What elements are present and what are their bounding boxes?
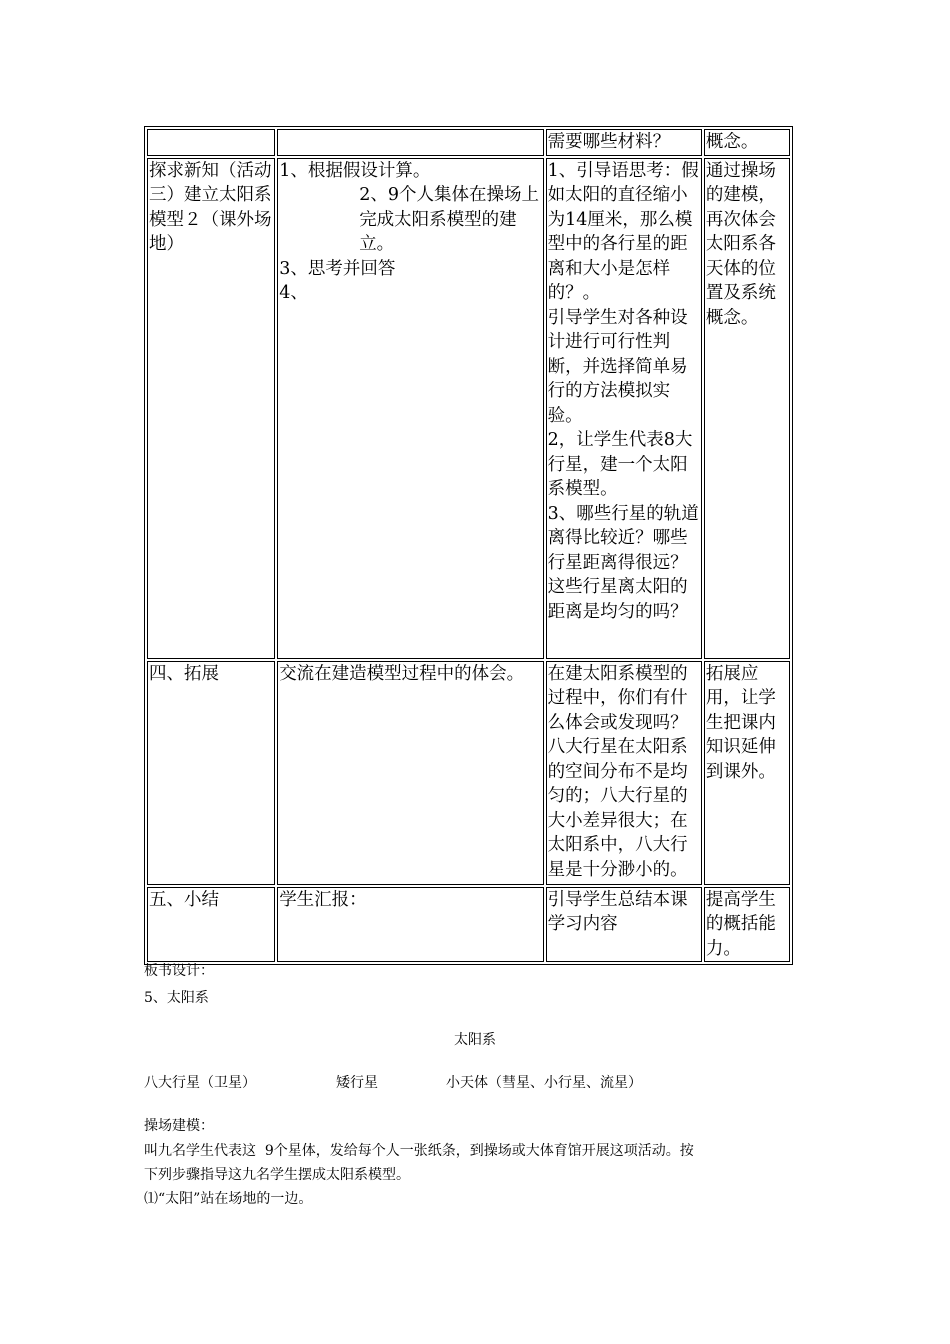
table-cell-stage bbox=[147, 661, 275, 885]
table-cell-intent bbox=[704, 887, 790, 963]
table-cell-teacher-activity bbox=[546, 129, 702, 156]
cell-text: 1、引导语思考：假如太阳的直径缩小为14厘米，那么模型中的各行星的距离和大小是怎样的？。 bbox=[547, 160, 699, 303]
cell-text: 引导学生总结本课学习内容 bbox=[547, 889, 688, 934]
cell-text: 1、根据假设计算。 bbox=[279, 160, 431, 181]
board-branch-small-bodies: 小天体（彗星、小行星、流星） bbox=[446, 1075, 642, 1091]
cell-text: 学生汇报： bbox=[279, 889, 367, 910]
table-cell-teacher-activity bbox=[546, 158, 702, 659]
cell-text: 引导学生对各种设计进行可行性判断，并选择简单易行的方法模拟实验。 bbox=[547, 307, 688, 426]
cell-text: 在建太阳系模型的过程中，你们有什么体会或发现吗？八大行星在太阳系的空间分布不是均匀的；八大行星的大小差异很大；在太阳系中，八大行星是十分渺小的。 bbox=[547, 663, 688, 880]
table-cell-student-activity bbox=[277, 661, 543, 885]
cell-text: 需要哪些材料？ bbox=[547, 132, 671, 152]
cell-text: 4、 bbox=[279, 283, 308, 303]
table-cell-intent bbox=[704, 158, 790, 659]
table-cell-student-activity bbox=[277, 887, 543, 963]
table-cell-teacher-activity bbox=[546, 887, 702, 963]
cell-text: 五、小结 bbox=[149, 889, 219, 910]
table-cell-stage bbox=[147, 158, 275, 659]
table-row bbox=[147, 887, 790, 963]
table-row bbox=[147, 158, 790, 659]
lesson-plan-table bbox=[144, 126, 793, 965]
cell-text: 2，让学生代表8大行星，建一个太阳系模型。 bbox=[547, 430, 693, 499]
cell-text: 概念。 bbox=[705, 132, 759, 152]
cell-text: 2、9个人集体在操场上完成太阳系模型的建立。 bbox=[359, 185, 539, 254]
cell-text: 3、哪些行星的轨道离得比较近？哪些行星距离得很远？这些行星离太阳的距离是均匀的吗？ bbox=[547, 503, 699, 622]
table-cell-stage bbox=[147, 129, 275, 156]
table-cell-student-activity bbox=[277, 158, 543, 659]
cell-text: 3、思考并回答 bbox=[279, 258, 396, 279]
cell-text: 交流在建造模型过程中的体会。 bbox=[279, 663, 525, 684]
table-row bbox=[147, 129, 790, 156]
table-cell-intent bbox=[704, 129, 790, 156]
board-design-heading: 板书设计： bbox=[144, 963, 214, 979]
table-row bbox=[147, 661, 790, 885]
cell-text: 探求新知（活动三）建立太阳系模型２（课外场地） bbox=[149, 160, 272, 254]
board-center-title: 太阳系 bbox=[454, 1032, 496, 1048]
playground-paragraph: 叫九名学生代表这 9个星体，发给每个人一张纸条，到操场或大体育馆开展这项活动。按 bbox=[144, 1143, 694, 1159]
table-cell-stage bbox=[147, 887, 275, 963]
cell-text: 四、拓展 bbox=[149, 663, 219, 684]
table-cell-teacher-activity bbox=[546, 661, 702, 885]
playground-step: ⑴“太阳”站在场地的一边。 bbox=[144, 1191, 313, 1207]
board-branch-planets: 八大行星（卫星） bbox=[144, 1075, 256, 1091]
cell-text: 提高学生的概括能力。 bbox=[705, 889, 776, 959]
board-branch-dwarf: 矮行星 bbox=[336, 1075, 378, 1091]
playground-paragraph: 下列步骤指导这九名学生摆成太阳系模型。 bbox=[144, 1167, 410, 1183]
cell-text: 通过操场的建模，再次体会太阳系各天体的位置及系统概念。 bbox=[705, 160, 776, 328]
board-item: 5、太阳系 bbox=[144, 990, 209, 1006]
table-cell-intent bbox=[704, 661, 790, 885]
playground-heading: 操场建模： bbox=[144, 1118, 214, 1134]
cell-text: 拓展应用，让学生把课内知识延伸到课外。 bbox=[705, 663, 776, 782]
table-cell-student-activity bbox=[277, 129, 543, 156]
